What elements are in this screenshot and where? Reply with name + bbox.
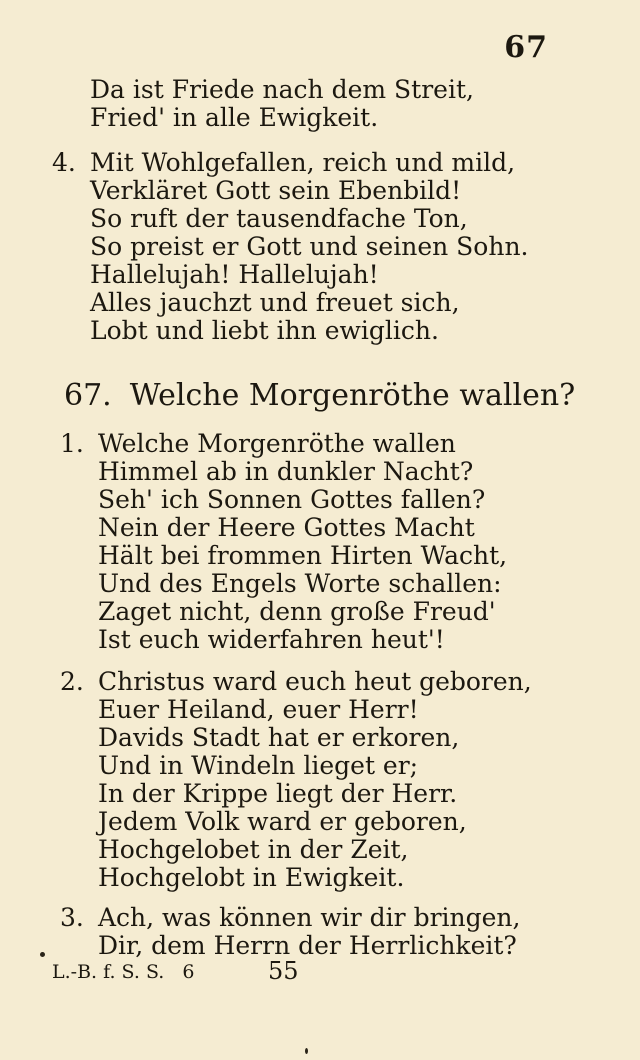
stanza-line: Ach, was können wir dir bringen, bbox=[98, 903, 521, 932]
ink-speck bbox=[40, 952, 45, 957]
verse-line: So ruft der tausendfache Ton, bbox=[90, 204, 468, 233]
verse-number: 4. bbox=[52, 148, 76, 177]
stanza-number: 3. bbox=[60, 903, 84, 932]
stanza-line: Nein der Heere Gottes Macht bbox=[98, 513, 475, 542]
stanza-number: 2. bbox=[60, 667, 84, 696]
verse-line: Mit Wohlgefallen, reich und mild, bbox=[90, 148, 516, 177]
page-number: 67 bbox=[504, 30, 548, 65]
stanza-line: Hochgelobet in der Zeit, bbox=[98, 835, 409, 864]
signature-number: 6 bbox=[182, 961, 195, 983]
verse-line: Da ist Friede nach dem Streit, bbox=[90, 75, 474, 104]
stanza-line: Hochgelobt in Ewigkeit. bbox=[98, 863, 405, 892]
stanza-number: 1. bbox=[60, 429, 84, 458]
stanza-line: Und des Engels Worte schallen: bbox=[98, 569, 502, 598]
stanza-line: Jedem Volk ward er geboren, bbox=[98, 807, 467, 836]
verse-line: Fried' in alle Ewigkeit. bbox=[90, 103, 379, 132]
stanza-line: Davids Stadt hat er erkoren, bbox=[98, 723, 460, 752]
hymn-title: Welche Morgenröthe wallen? bbox=[129, 378, 576, 413]
stanza-line: Ist euch widerfahren heut'! bbox=[98, 625, 445, 654]
stanza-line: Hält bei frommen Hirten Wacht, bbox=[98, 541, 508, 570]
stanza-line: Christus ward euch heut geboren, bbox=[98, 667, 532, 696]
stanza-line: Seh' ich Sonnen Gottes fallen? bbox=[98, 485, 486, 514]
stanza-line: Und in Windeln lieget er; bbox=[98, 751, 419, 780]
folio-number: 55 bbox=[268, 957, 299, 985]
hymn-title-line bbox=[64, 378, 575, 414]
printer-signature bbox=[52, 960, 194, 984]
stanza-line: Euer Heiland, euer Herr! bbox=[98, 695, 419, 724]
stanza-line: In der Krippe liegt der Herr. bbox=[98, 779, 458, 808]
stanza-line: Himmel ab in dunkler Nacht? bbox=[98, 457, 474, 486]
verse-line: Lobt und liebt ihn ewiglich. bbox=[90, 316, 439, 345]
verse-line: Hallelujah! Hallelujah! bbox=[90, 260, 379, 289]
ink-speck bbox=[305, 1048, 308, 1054]
stanza-line: Welche Morgenröthe wallen bbox=[98, 429, 456, 458]
signature-text: L.-B. f. S. S. bbox=[52, 961, 165, 983]
verse-line: Verkläret Gott sein Ebenbild! bbox=[90, 176, 462, 205]
stanza-line: Dir, dem Herrn der Herrlichkeit? bbox=[98, 931, 517, 960]
verse-line: So preist er Gott und seinen Sohn. bbox=[90, 232, 529, 261]
verse-line: Alles jauchzt und freuet sich, bbox=[90, 288, 460, 317]
hymn-number: 67. bbox=[64, 378, 112, 413]
stanza-line: Zaget nicht, denn große Freud' bbox=[98, 597, 496, 626]
